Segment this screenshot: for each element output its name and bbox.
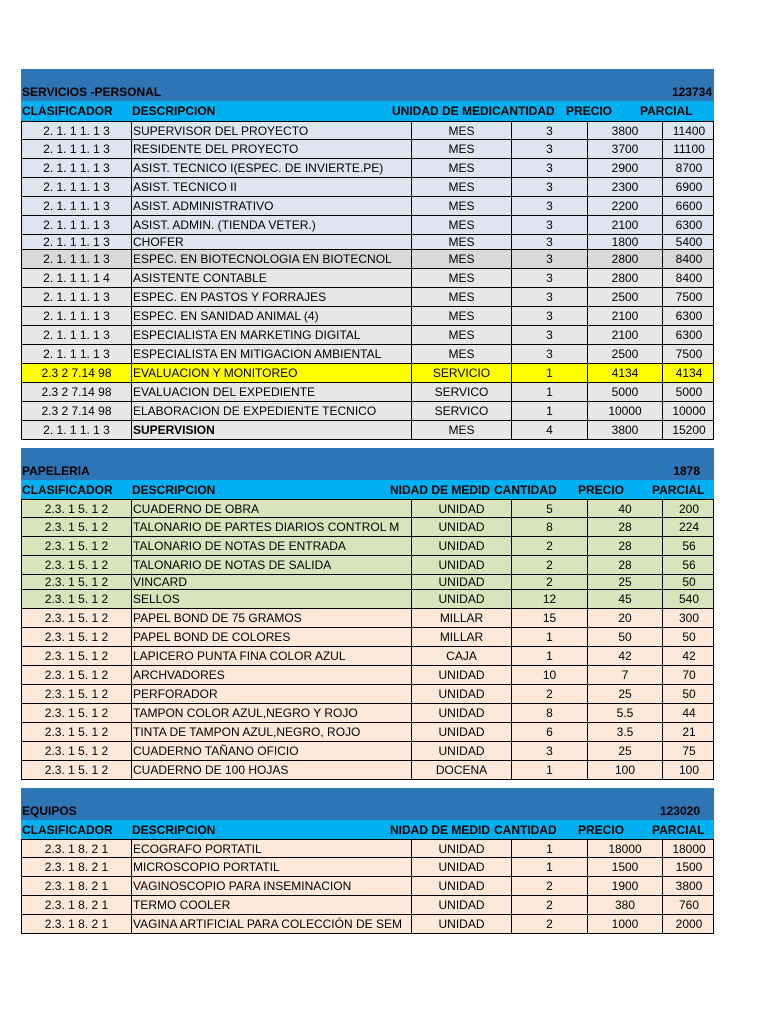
cell-unidad: MES — [412, 216, 512, 234]
cell-precio: 2100 — [588, 307, 663, 325]
cell-precio: 50 — [588, 628, 663, 646]
cell-parcial: 11400 — [672, 123, 706, 138]
section-title-bar — [21, 69, 714, 101]
column-header-row — [21, 101, 714, 121]
cell-clasificador: 2.3. 1 5. 1 2 — [22, 556, 132, 574]
cell-precio: 3800 — [588, 421, 663, 439]
cell-unidad: MES — [412, 250, 512, 268]
cell-cantidad: 3 — [512, 307, 588, 325]
cell-parcial: 760 — [678, 898, 700, 912]
cell-precio: 2800 — [588, 250, 663, 268]
cell-unidad: UNIDAD — [412, 840, 512, 857]
cell-unidad: MES — [412, 326, 512, 344]
section-total: 1878 — [673, 464, 700, 478]
cell-clasificador: 2.3. 1 5. 1 2 — [22, 685, 132, 703]
cell-cantidad: 3 — [512, 159, 588, 177]
table-row — [21, 326, 714, 345]
cell-descripcion: SELLOS — [132, 590, 412, 608]
table-row — [21, 345, 714, 364]
header-unidad: NIDAD DE MEDID — [390, 823, 491, 837]
cell-clasificador: 2. 1. 1 1. 1 3 — [22, 122, 132, 139]
cell-parcial: 200 — [678, 501, 700, 516]
section-total: 123020 — [659, 804, 700, 818]
cell-precio: 28 — [588, 556, 663, 574]
cell-precio: 45 — [588, 590, 663, 608]
header-descripcion: DESCRIPCION — [132, 823, 216, 837]
cell-cantidad: 1 — [512, 383, 588, 401]
cell-descripcion: EVALUACION Y MONITOREO — [132, 364, 412, 382]
cell-parcial: 7500 — [675, 290, 703, 304]
cell-precio: 2500 — [588, 288, 663, 306]
cell-cantidad: 1 — [512, 628, 588, 646]
cell-precio: 2800 — [588, 269, 663, 287]
cell-parcial: 15200 — [672, 423, 706, 437]
cell-descripcion: ELABORACION DE EXPEDIENTE TECNICO — [132, 402, 412, 420]
header-precio: PRECIO — [566, 104, 613, 118]
header-precio: PRECIO — [578, 483, 625, 497]
cell-precio: 3.5 — [588, 723, 663, 741]
cell-descripcion: TAMPON COLOR AZUL,NEGRO Y ROJO — [132, 704, 412, 722]
cell-cantidad: 3 — [512, 288, 588, 306]
cell-unidad: MES — [412, 122, 512, 139]
cell-clasificador: 2.3 2 7.14 98 — [22, 402, 132, 420]
cell-cantidad: 1 — [512, 364, 588, 382]
cell-descripcion: VINCARD — [132, 575, 412, 589]
cell-cantidad: 1 — [512, 761, 588, 779]
cell-descripcion: ASIST. TECNICO I(ESPEC. DE INVIERTE.PE) — [132, 159, 412, 177]
cell-precio: 10000 — [588, 402, 663, 420]
cell-clasificador: 2.3 2 7.14 98 — [22, 364, 132, 382]
cell-parcial: 2000 — [675, 917, 703, 931]
section-title: EQUIPOS — [22, 804, 77, 818]
cell-descripcion: PAPEL BOND DE COLORES — [132, 628, 412, 646]
cell-precio: 2500 — [588, 345, 663, 363]
table-row — [21, 590, 714, 609]
header-descripcion: DESCRIPCION — [132, 104, 216, 118]
cell-parcial: 70 — [682, 668, 696, 682]
cell-precio: 2100 — [588, 216, 663, 234]
cell-unidad: MES — [412, 421, 512, 439]
cell-clasificador: 2.3. 1 5. 1 2 — [22, 609, 132, 627]
cell-descripcion: ESPEC. EN PASTOS Y FORRAJES — [132, 288, 412, 306]
cell-precio: 1000 — [588, 915, 663, 933]
cell-clasificador: 2. 1. 1 1. 1 3 — [22, 307, 132, 325]
cell-unidad: UNIDAD — [412, 518, 512, 536]
table-row — [21, 235, 714, 250]
cell-precio: 42 — [588, 647, 663, 665]
cell-parcial: 75 — [682, 744, 696, 758]
cell-clasificador: 2. 1. 1 1. 1 3 — [22, 421, 132, 439]
column-header-row — [21, 480, 714, 499]
cell-clasificador: 2.3. 1 8. 2 1 — [22, 915, 132, 933]
cell-precio: 5.5 — [588, 704, 663, 722]
cell-precio: 100 — [588, 761, 663, 779]
table-row — [21, 383, 714, 402]
section-title-bar — [21, 788, 714, 820]
cell-parcial: 5000 — [675, 385, 703, 399]
cell-descripcion: ESPEC. EN BIOTECNOLOGIA EN BIOTECNOL — [132, 250, 412, 268]
cell-descripcion: ESPEC. EN SANIDAD ANIMAL (4) — [132, 307, 412, 325]
cell-parcial: 300 — [678, 611, 700, 625]
cell-unidad: MILLAR — [412, 609, 512, 627]
cell-cantidad: 15 — [512, 609, 588, 627]
cell-descripcion: ASIST. ADMIN. (TIENDA VETER.) — [132, 216, 412, 234]
table-row — [21, 609, 714, 628]
cell-cantidad: 2 — [512, 537, 588, 555]
cell-parcial: 3800 — [675, 879, 703, 893]
cell-parcial: 7500 — [675, 347, 703, 361]
cell-precio: 5000 — [588, 383, 663, 401]
table-row — [21, 685, 714, 704]
cell-cantidad: 3 — [512, 742, 588, 760]
cell-precio: 3700 — [588, 140, 663, 158]
cell-clasificador: 2. 1. 1 1. 1 3 — [22, 159, 132, 177]
table-row — [21, 140, 714, 159]
cell-clasificador: 2.3. 1 5. 1 2 — [22, 590, 132, 608]
cell-unidad: UNIDAD — [412, 877, 512, 895]
section-title-bar — [21, 448, 714, 480]
table-row — [21, 537, 714, 556]
cell-descripcion: SUPERVISION — [132, 421, 412, 439]
cell-cantidad: 3 — [512, 178, 588, 196]
cell-unidad: CAJA — [412, 647, 512, 665]
cell-clasificador: 2.3. 1 5. 1 2 — [22, 723, 132, 741]
section-equipos — [21, 788, 714, 934]
table-row — [21, 858, 714, 877]
cell-clasificador: 2.3. 1 5. 1 2 — [22, 666, 132, 684]
cell-descripcion: EVALUACION DEL EXPEDIENTE — [132, 383, 412, 401]
cell-clasificador: 2. 1. 1 1. 1 3 — [22, 197, 132, 215]
cell-unidad: UNIDAD — [412, 556, 512, 574]
cell-unidad: MILLAR — [412, 628, 512, 646]
cell-unidad: UNIDAD — [412, 915, 512, 933]
cell-clasificador: 2.3. 1 8. 2 1 — [22, 896, 132, 914]
cell-cantidad: 3 — [512, 197, 588, 215]
cell-cantidad: 3 — [512, 235, 588, 249]
cell-precio: 1900 — [588, 877, 663, 895]
cell-parcial: 6600 — [675, 199, 703, 213]
cell-parcial: 1500 — [675, 860, 703, 874]
cell-clasificador: 2. 1. 1 1. 1 3 — [22, 345, 132, 363]
table-row — [21, 761, 714, 780]
section-papeleria — [21, 448, 714, 780]
cell-cantidad: 1 — [512, 402, 588, 420]
cell-unidad: SERVICO — [412, 402, 512, 420]
cell-parcial: 56 — [682, 539, 696, 553]
header-clasificador: CLASIFICADOR — [22, 104, 113, 118]
table-row — [21, 159, 714, 178]
cell-cantidad: 1 — [512, 858, 588, 876]
cell-unidad: UNIDAD — [412, 704, 512, 722]
cell-clasificador: 2. 1. 1 1. 1 3 — [22, 326, 132, 344]
cell-descripcion: ASIST. TECNICO II — [132, 178, 412, 196]
cell-descripcion: CUADERNO DE 100 HOJAS — [132, 761, 412, 779]
table-row — [21, 628, 714, 647]
cell-precio: 2200 — [588, 197, 663, 215]
cell-descripcion: CUADERNO DE OBRA — [132, 500, 412, 517]
cell-clasificador: 2.3. 1 5. 1 2 — [22, 628, 132, 646]
table-row — [21, 877, 714, 896]
header-parcial: PARCIAL — [652, 483, 705, 497]
cell-parcial: 5400 — [675, 235, 703, 249]
cell-descripcion: MICROSCOPIO PORTATIL — [132, 858, 412, 876]
table-row — [21, 307, 714, 326]
cell-clasificador: 2.3. 1 5. 1 2 — [22, 575, 132, 589]
cell-descripcion: CHOFER — [132, 235, 412, 249]
table-row — [21, 216, 714, 235]
header-unidad: NIDAD DE MEDID — [390, 483, 491, 497]
cell-clasificador: 2.3. 1 5. 1 2 — [22, 537, 132, 555]
table-row — [21, 896, 714, 915]
column-header-row — [21, 820, 714, 839]
cell-descripcion: ESPECIALISTA EN MARKETING DIGITAL — [132, 326, 412, 344]
table-row — [21, 364, 714, 383]
cell-descripcion: ESPECIALISTA EN MITIGACION AMBIENTAL — [132, 345, 412, 363]
cell-cantidad: 2 — [512, 877, 588, 895]
header-cantidad: CANTIDAD — [494, 823, 557, 837]
cell-cantidad: 3 — [512, 216, 588, 234]
cell-parcial: 10000 — [672, 404, 706, 418]
cell-descripcion: RESIDENTE DEL PROYECTO — [132, 140, 412, 158]
cell-cantidad: 2 — [512, 915, 588, 933]
cell-precio: 2100 — [588, 326, 663, 344]
cell-unidad: UNIDAD — [412, 723, 512, 741]
table-row — [21, 575, 714, 590]
cell-descripcion: ARCHVADORES — [132, 666, 412, 684]
header-unidad: UNIDAD DE MEDI — [392, 104, 492, 118]
cell-parcial: 11100 — [673, 142, 705, 156]
cell-descripcion: TALONARIO DE NOTAS DE SALIDA — [132, 556, 412, 574]
cell-parcial: 224 — [678, 520, 700, 534]
cell-precio: 2300 — [588, 178, 663, 196]
table-row — [21, 518, 714, 537]
cell-cantidad: 2 — [512, 896, 588, 914]
cell-descripcion: TALONARIO DE NOTAS DE ENTRADA — [132, 537, 412, 555]
cell-unidad: SERVICIO — [412, 364, 512, 382]
header-cantidad: CANTIDAD — [492, 104, 555, 118]
header-parcial: PARCIAL — [652, 823, 705, 837]
cell-parcial: 8400 — [675, 271, 703, 285]
cell-descripcion: SUPERVISOR DEL PROYECTO — [132, 122, 412, 139]
table-row — [21, 269, 714, 288]
cell-unidad: UNIDAD — [412, 742, 512, 760]
header-clasificador: CLASIFICADOR — [22, 823, 113, 837]
table-row — [21, 250, 714, 269]
cell-clasificador: 2. 1. 1 1. 1 4 — [22, 269, 132, 287]
cell-parcial: 42 — [682, 649, 696, 663]
cell-unidad: MES — [412, 197, 512, 215]
cell-precio: 20 — [588, 609, 663, 627]
cell-unidad: MES — [412, 159, 512, 177]
cell-clasificador: 2. 1. 1 1. 1 3 — [22, 288, 132, 306]
cell-clasificador: 2.3. 1 5. 1 2 — [22, 742, 132, 760]
cell-unidad: MES — [412, 345, 512, 363]
cell-unidad: MES — [412, 307, 512, 325]
cell-parcial: 6900 — [675, 180, 703, 194]
table-row — [21, 704, 714, 723]
cell-cantidad: 3 — [512, 250, 588, 268]
header-cantidad: CANTIDAD — [494, 483, 557, 497]
table-row — [21, 647, 714, 666]
cell-parcial: 6300 — [675, 309, 703, 323]
cell-cantidad: 2 — [512, 575, 588, 589]
cell-clasificador: 2. 1. 1 1. 1 3 — [22, 235, 132, 249]
cell-clasificador: 2.3 2 7.14 98 — [22, 383, 132, 401]
cell-descripcion: CUADERNO TAÑANO OFICIO — [132, 742, 412, 760]
cell-unidad: MES — [412, 235, 512, 249]
cell-cantidad: 2 — [512, 556, 588, 574]
cell-precio: 4134 — [588, 364, 663, 382]
cell-parcial: 6300 — [675, 328, 703, 342]
cell-cantidad: 2 — [512, 685, 588, 703]
cell-unidad: UNIDAD — [412, 575, 512, 589]
cell-unidad: MES — [412, 288, 512, 306]
cell-descripcion: ECOGRAFO PORTATIL — [132, 840, 412, 857]
table-row — [21, 666, 714, 685]
section-total: 123734 — [671, 85, 712, 99]
cell-descripcion: ASIST. ADMINISTRATIVO — [132, 197, 412, 215]
cell-cantidad: 1 — [512, 647, 588, 665]
cell-parcial: 56 — [682, 558, 696, 572]
cell-clasificador: 2. 1. 1 1. 1 3 — [22, 140, 132, 158]
cell-precio: 25 — [588, 685, 663, 703]
cell-precio: 3800 — [588, 122, 663, 139]
cell-cantidad: 8 — [512, 704, 588, 722]
table-row — [21, 556, 714, 575]
spreadsheet — [21, 69, 714, 934]
cell-clasificador: 2.3. 1 5. 1 2 — [22, 500, 132, 517]
cell-parcial: 50 — [682, 575, 696, 589]
cell-descripcion: LAPICERO PUNTA FINA COLOR AZUL — [132, 647, 412, 665]
cell-precio: 1800 — [588, 235, 663, 249]
cell-descripcion: PAPEL BOND DE 75 GRAMOS — [132, 609, 412, 627]
cell-parcial: 100 — [678, 763, 700, 777]
cell-clasificador: 2. 1. 1 1. 1 3 — [22, 178, 132, 196]
cell-parcial: 44 — [682, 706, 696, 720]
cell-cantidad: 8 — [512, 518, 588, 536]
section-title: SERVICIOS -PERSONAL — [22, 85, 162, 99]
cell-unidad: MES — [412, 140, 512, 158]
cell-descripcion: TINTA DE TAMPON AZUL,NEGRO, ROJO — [132, 723, 412, 741]
cell-parcial: 50 — [682, 630, 696, 644]
cell-precio: 25 — [588, 575, 663, 589]
cell-clasificador: 2. 1. 1 1. 1 3 — [22, 250, 132, 268]
cell-descripcion: VAGINA ARTIFICIAL PARA COLECCIÓN DE SEM — [132, 915, 412, 933]
table-row — [21, 121, 714, 140]
cell-unidad: MES — [412, 269, 512, 287]
cell-descripcion: ASISTENTE CONTABLE — [132, 269, 412, 287]
table-row — [21, 197, 714, 216]
cell-parcial: 540 — [678, 592, 700, 606]
cell-parcial: 8400 — [675, 252, 703, 266]
cell-unidad: UNIDAD — [412, 500, 512, 517]
table-row — [21, 839, 714, 858]
cell-descripcion: TALONARIO DE PARTES DIARIOS CONTROL M — [132, 518, 412, 536]
cell-clasificador: 2.3. 1 8. 2 1 — [22, 858, 132, 876]
cell-parcial: 50 — [682, 687, 696, 701]
cell-cantidad: 5 — [512, 500, 588, 517]
cell-cantidad: 4 — [512, 421, 588, 439]
cell-unidad: UNIDAD — [412, 666, 512, 684]
header-descripcion: DESCRIPCION — [132, 483, 216, 497]
cell-precio: 18000 — [588, 840, 663, 857]
cell-cantidad: 3 — [512, 122, 588, 139]
cell-unidad: UNIDAD — [412, 685, 512, 703]
cell-clasificador: 2.3. 1 5. 1 2 — [22, 704, 132, 722]
cell-parcial: 21 — [682, 725, 696, 739]
table-row — [21, 421, 714, 440]
table-row — [21, 723, 714, 742]
table-row — [21, 288, 714, 307]
cell-precio: 25 — [588, 742, 663, 760]
cell-unidad: UNIDAD — [412, 590, 512, 608]
cell-clasificador: 2.3. 1 8. 2 1 — [22, 840, 132, 857]
cell-cantidad: 12 — [512, 590, 588, 608]
cell-clasificador: 2.3. 1 5. 1 2 — [22, 761, 132, 779]
cell-unidad: UNIDAD — [412, 896, 512, 914]
cell-cantidad: 1 — [512, 840, 588, 857]
cell-precio: 380 — [588, 896, 663, 914]
cell-precio: 40 — [588, 500, 663, 517]
cell-parcial: 6300 — [675, 218, 703, 232]
cell-parcial: 8700 — [675, 161, 703, 175]
table-row — [21, 178, 714, 197]
cell-precio: 2900 — [588, 159, 663, 177]
cell-unidad: UNIDAD — [412, 858, 512, 876]
table-row — [21, 499, 714, 518]
header-parcial: PARCIAL — [640, 104, 693, 118]
table-row — [21, 402, 714, 421]
cell-cantidad: 10 — [512, 666, 588, 684]
cell-cantidad: 3 — [512, 140, 588, 158]
cell-cantidad: 3 — [512, 345, 588, 363]
cell-unidad: UNIDAD — [412, 537, 512, 555]
cell-precio: 28 — [588, 537, 663, 555]
cell-unidad: MES — [412, 178, 512, 196]
cell-precio: 7 — [588, 666, 663, 684]
cell-parcial: 4134 — [675, 366, 703, 380]
cell-descripcion: VAGINOSCOPIO PARA INSEMINACION — [132, 877, 412, 895]
table-row — [21, 742, 714, 761]
cell-descripcion: PERFORADOR — [132, 685, 412, 703]
cell-unidad: DOCENA — [412, 761, 512, 779]
header-precio: PRECIO — [578, 823, 625, 837]
cell-precio: 1500 — [588, 858, 663, 876]
header-clasificador: CLASIFICADOR — [22, 483, 113, 497]
cell-parcial: 18000 — [672, 841, 706, 856]
table-row — [21, 915, 714, 934]
cell-cantidad: 3 — [512, 326, 588, 344]
cell-cantidad: 3 — [512, 269, 588, 287]
cell-descripcion: TERMO COOLER — [132, 896, 412, 914]
section-servicios-personal — [21, 69, 714, 440]
cell-cantidad: 6 — [512, 723, 588, 741]
cell-precio: 28 — [588, 518, 663, 536]
cell-clasificador: 2.3. 1 8. 2 1 — [22, 877, 132, 895]
cell-clasificador: 2. 1. 1 1. 1 3 — [22, 216, 132, 234]
section-title: PAPELERIA — [22, 464, 90, 478]
cell-clasificador: 2.3. 1 5. 1 2 — [22, 647, 132, 665]
cell-clasificador: 2.3. 1 5. 1 2 — [22, 518, 132, 536]
cell-unidad: SERVICO — [412, 383, 512, 401]
